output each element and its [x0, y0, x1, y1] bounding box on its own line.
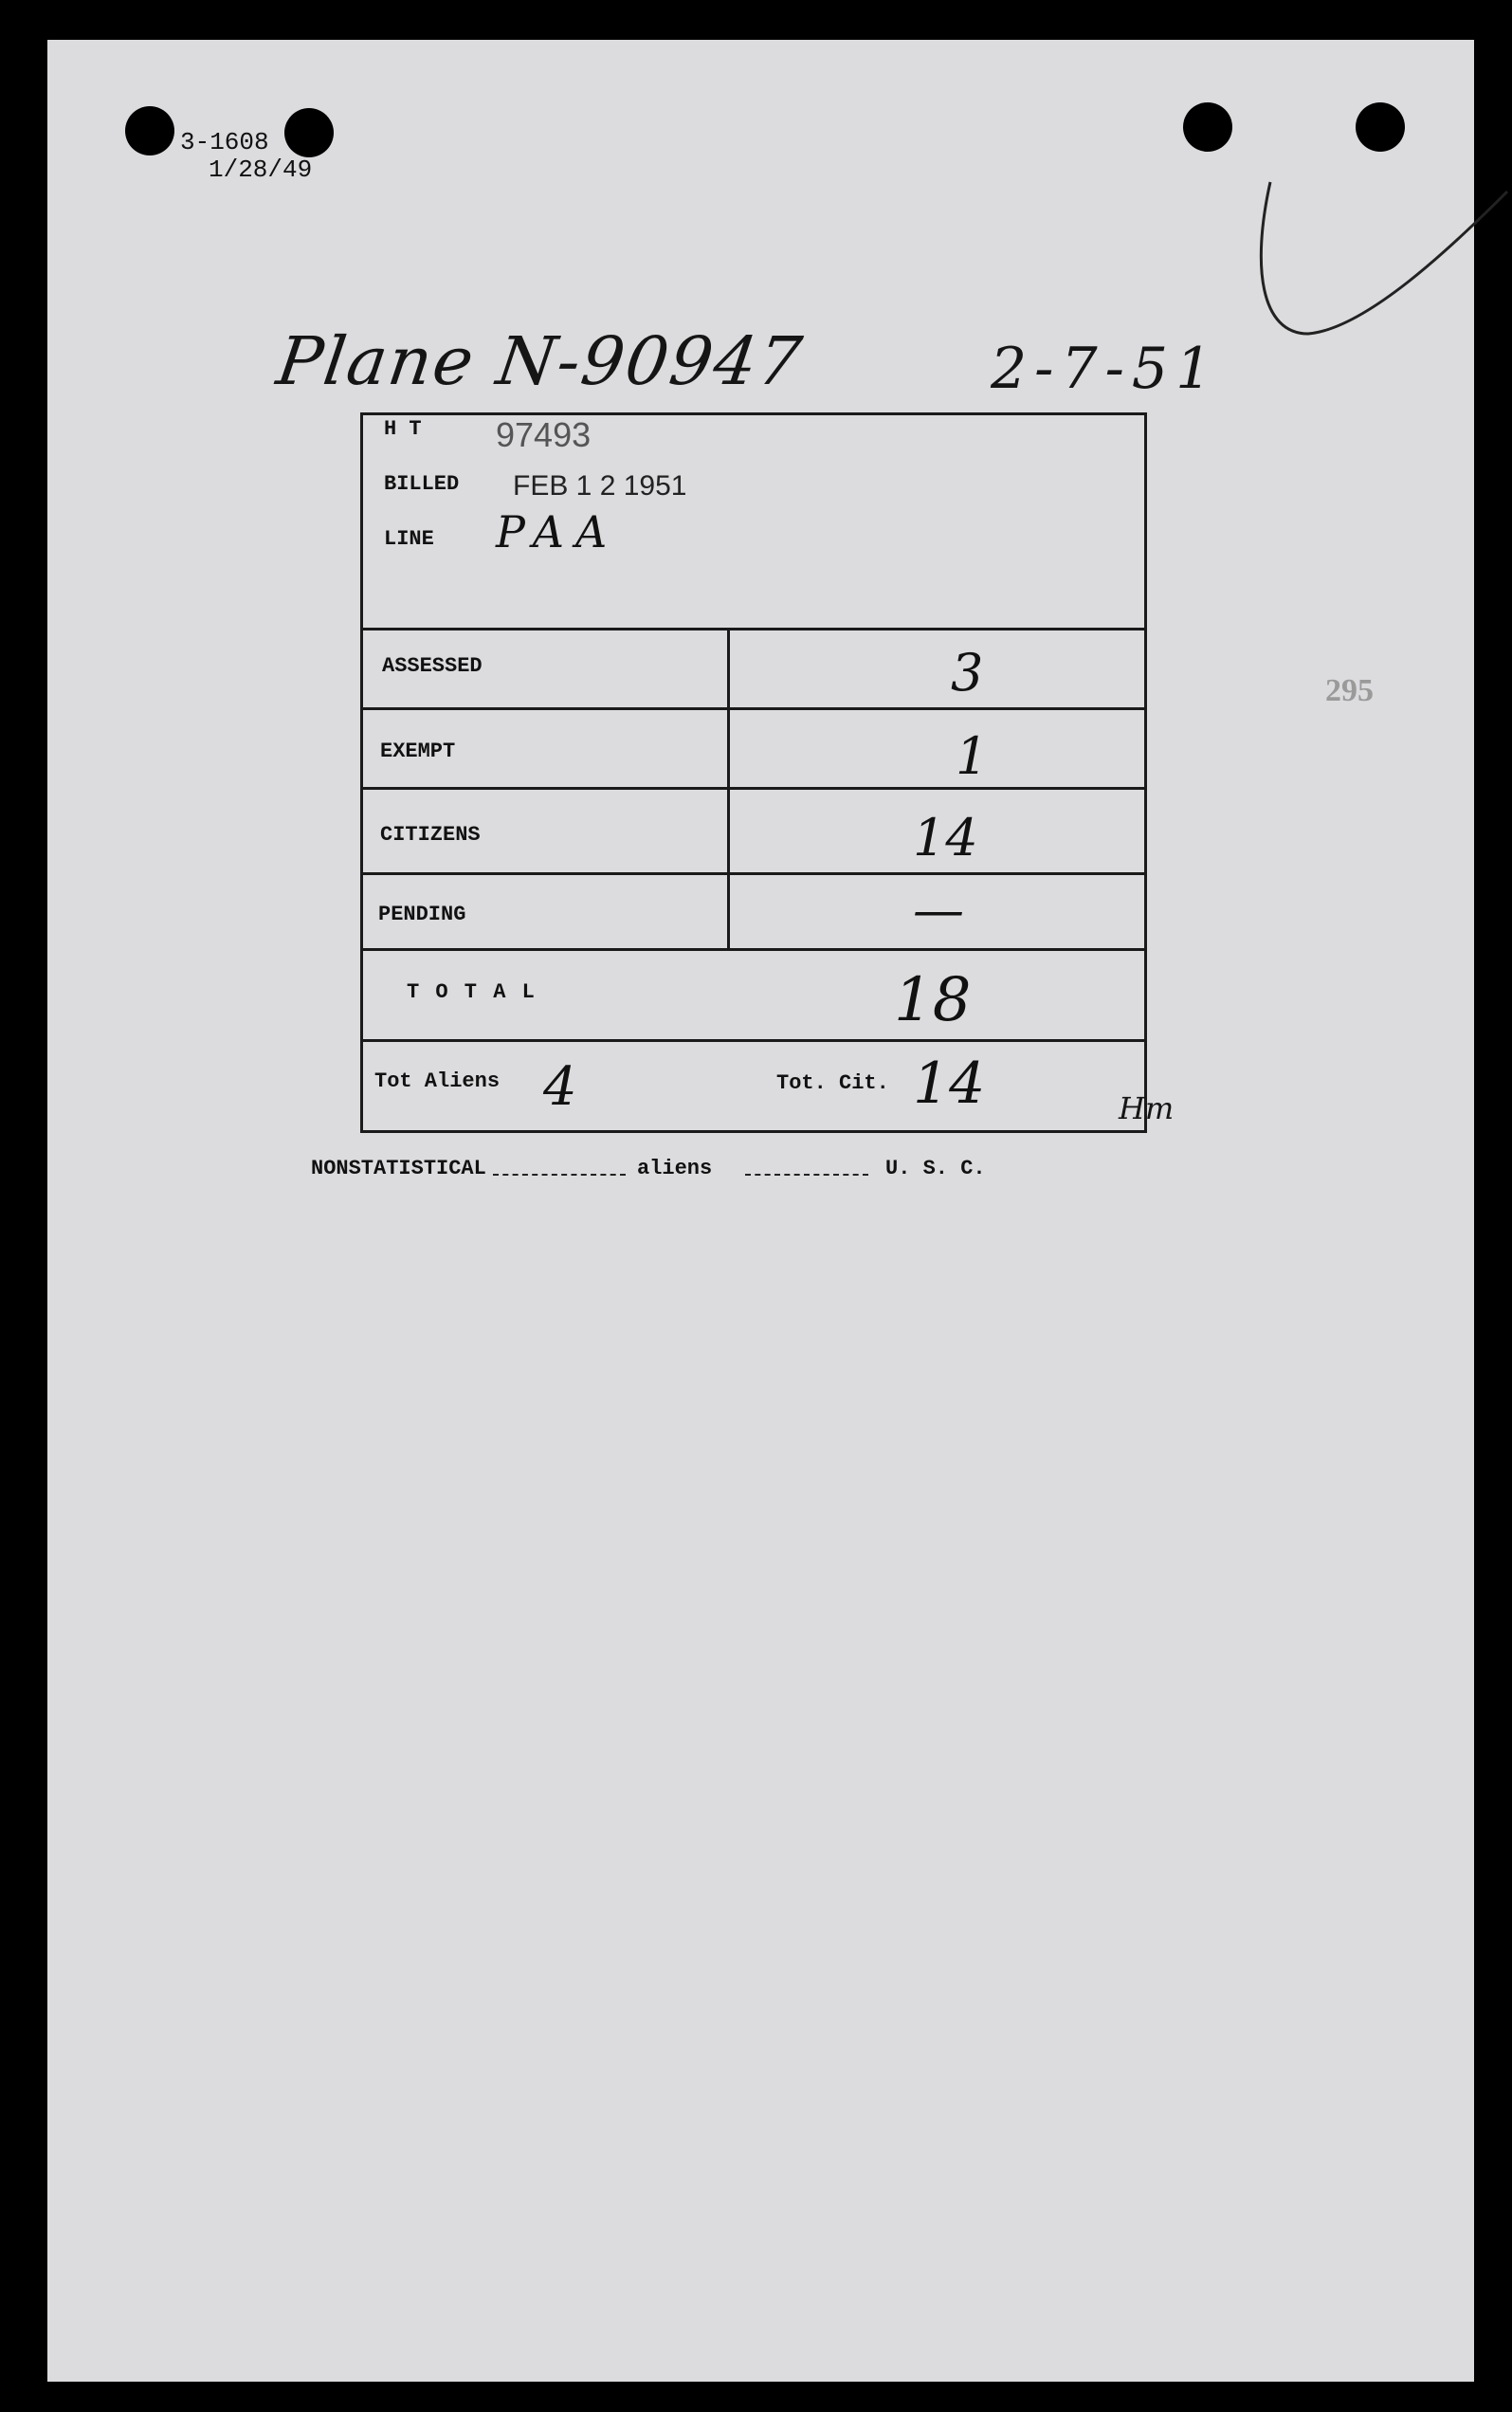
line-value: PAA — [496, 506, 619, 557]
tot-aliens-label: Tot Aliens — [374, 1069, 501, 1093]
pending-label: PENDING — [378, 903, 466, 926]
citizens-label: CITIZENS — [380, 823, 481, 847]
handwritten-initials: Hm — [1119, 1090, 1175, 1126]
nonstatistical-blank — [493, 1174, 626, 1176]
aliens-label: aliens — [637, 1157, 713, 1180]
assessed-label: ASSESSED — [382, 654, 483, 678]
punch-hole — [125, 106, 174, 155]
handwritten-date: 2-7-51 — [991, 336, 1220, 402]
check-mark-icon — [1213, 154, 1512, 362]
total-value: 18 — [894, 965, 972, 1035]
divider — [363, 872, 1144, 875]
citizens-value: 14 — [913, 808, 978, 868]
tot-aliens-value: 4 — [543, 1056, 577, 1118]
line-label: LINE — [384, 527, 434, 551]
billed-label: BILLED — [384, 472, 460, 496]
total-label: T O T A L — [407, 980, 537, 1004]
divider — [363, 628, 1144, 630]
passenger-tally-box — [360, 412, 1147, 1133]
page-number-stamp: 295 — [1325, 673, 1374, 708]
divider — [363, 1039, 1144, 1042]
document-page — [47, 40, 1474, 2382]
punch-hole — [284, 108, 334, 157]
ht-label: H T — [384, 417, 422, 441]
pending-value: — — [913, 880, 964, 940]
billed-date-stamp: FEB 1 2 1951 — [513, 470, 687, 502]
usc-label: U. S. C. — [885, 1157, 986, 1180]
column-divider — [727, 628, 730, 948]
tot-cit-value: 14 — [913, 1051, 986, 1117]
divider — [363, 948, 1144, 951]
divider — [363, 787, 1144, 790]
punch-hole — [1356, 102, 1405, 152]
punch-hole — [1183, 102, 1232, 152]
aliens-blank — [745, 1174, 868, 1176]
divider — [363, 707, 1144, 710]
exempt-label: EXEMPT — [380, 740, 456, 763]
form-number: 3-1608 — [180, 128, 269, 156]
tot-cit-label: Tot. Cit. — [776, 1071, 889, 1095]
form-date: 1/28/49 — [209, 155, 313, 184]
ht-value: 97493 — [496, 415, 592, 454]
handwritten-plane-number: Plane N-90947 — [272, 322, 809, 400]
exempt-value: 1 — [956, 726, 989, 786]
assessed-value: 3 — [951, 643, 984, 703]
nonstatistical-label: NONSTATISTICAL — [311, 1157, 486, 1180]
